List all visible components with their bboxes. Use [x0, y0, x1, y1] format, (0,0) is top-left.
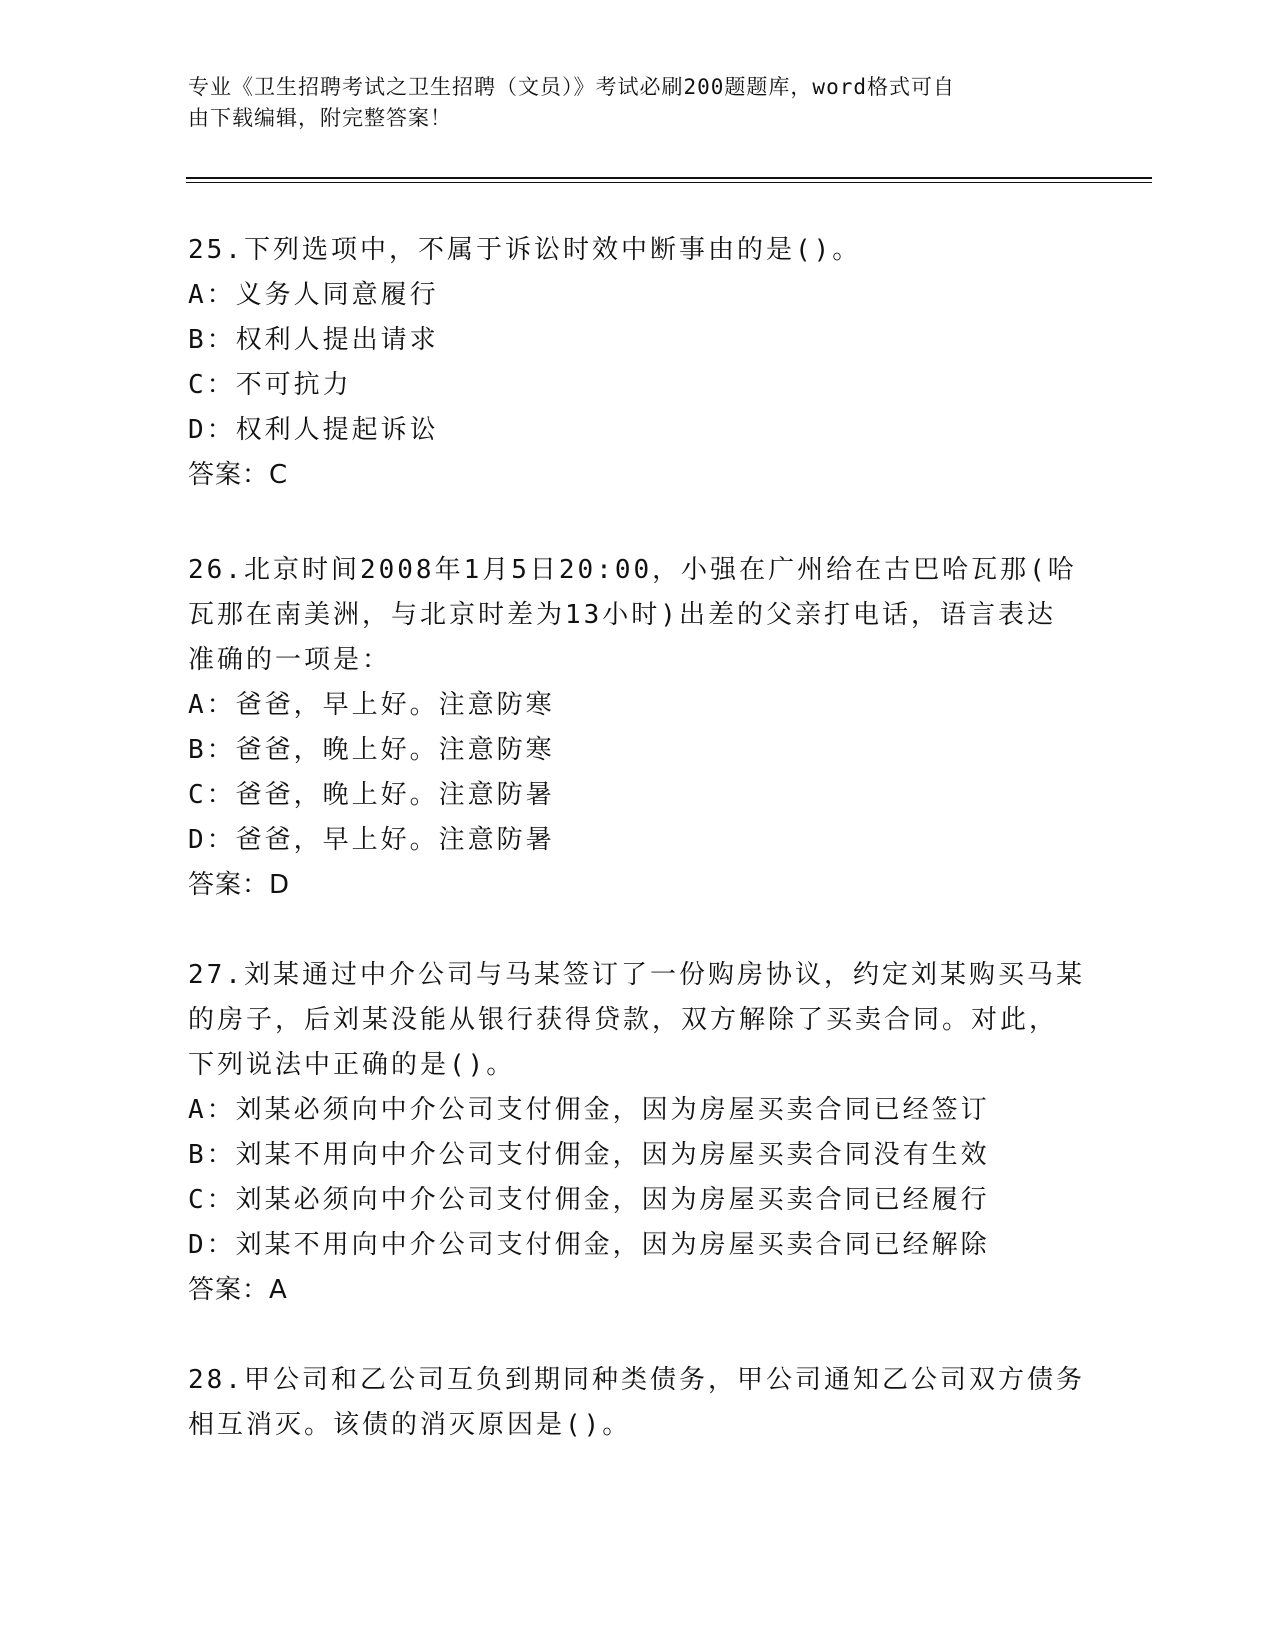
- answer-line: 答案：A: [188, 1275, 288, 1305]
- answer-line: 答案：D: [188, 870, 291, 900]
- header-line-2: 由下载编辑，附完整答案！: [188, 106, 452, 130]
- option-c: C：刘某必须向中介公司支付佣金，因为房屋买卖合同已经履行: [188, 1185, 990, 1215]
- question-stem-line: 的房子，后刘某没能从银行获得贷款，双方解除了买卖合同。对此，: [188, 1005, 1059, 1035]
- header-line-1: 专业《卫生招聘考试之卫生招聘（文员）》考试必刷200题题库，word格式可自: [188, 75, 955, 99]
- option-d: D：刘某不用向中介公司支付佣金，因为房屋买卖合同已经解除: [188, 1230, 990, 1260]
- question-stem-line: 25.下列选项中，不属于诉讼时效中断事由的是()。: [188, 235, 862, 265]
- question-26: [188, 548, 1088, 908]
- question-stem-line: 瓦那在南美洲，与北京时差为13小时)出差的父亲打电话，语言表达: [188, 600, 1056, 630]
- question-27: [188, 953, 1088, 1313]
- question-stem-line: 下列说法中正确的是()。: [188, 1050, 516, 1080]
- question-stem-line: 26.北京时间2008年1月5日20:00，小强在广州给在古巴哈瓦那(哈: [188, 555, 1077, 585]
- option-b: B：权利人提出请求: [188, 325, 439, 355]
- document-header: [188, 72, 1068, 134]
- answer-line: 答案：C: [188, 460, 289, 490]
- option-d: D：爸爸，早上好。注意防暑: [188, 825, 555, 855]
- option-d: D：权利人提起诉讼: [188, 415, 439, 445]
- question-25: [188, 228, 1088, 498]
- option-b: B：刘某不用向中介公司支付佣金，因为房屋买卖合同没有生效: [188, 1140, 990, 1170]
- option-c: C：爸爸，晚上好。注意防暑: [188, 780, 555, 810]
- question-28: [188, 1358, 1088, 1448]
- option-a: A：爸爸，早上好。注意防寒: [188, 690, 555, 720]
- option-a: A：义务人同意履行: [188, 280, 439, 310]
- header-divider-thick: [186, 177, 1152, 179]
- question-stem-line: 准确的一项是：: [188, 645, 392, 675]
- option-c: C：不可抗力: [188, 370, 352, 400]
- question-stem-line: 28.甲公司和乙公司互负到期同种类债务，甲公司通知乙公司双方债务: [188, 1365, 1085, 1395]
- header-divider-thin: [186, 182, 1152, 183]
- question-stem-line: 27.刘某通过中介公司与马某签订了一份购房协议，约定刘某购买马某: [188, 960, 1085, 990]
- question-stem-line: 相互消灭。该债的消灭原因是()。: [188, 1410, 632, 1440]
- option-a: A：刘某必须向中介公司支付佣金，因为房屋买卖合同已经签订: [188, 1095, 990, 1125]
- option-b: B：爸爸，晚上好。注意防寒: [188, 735, 555, 765]
